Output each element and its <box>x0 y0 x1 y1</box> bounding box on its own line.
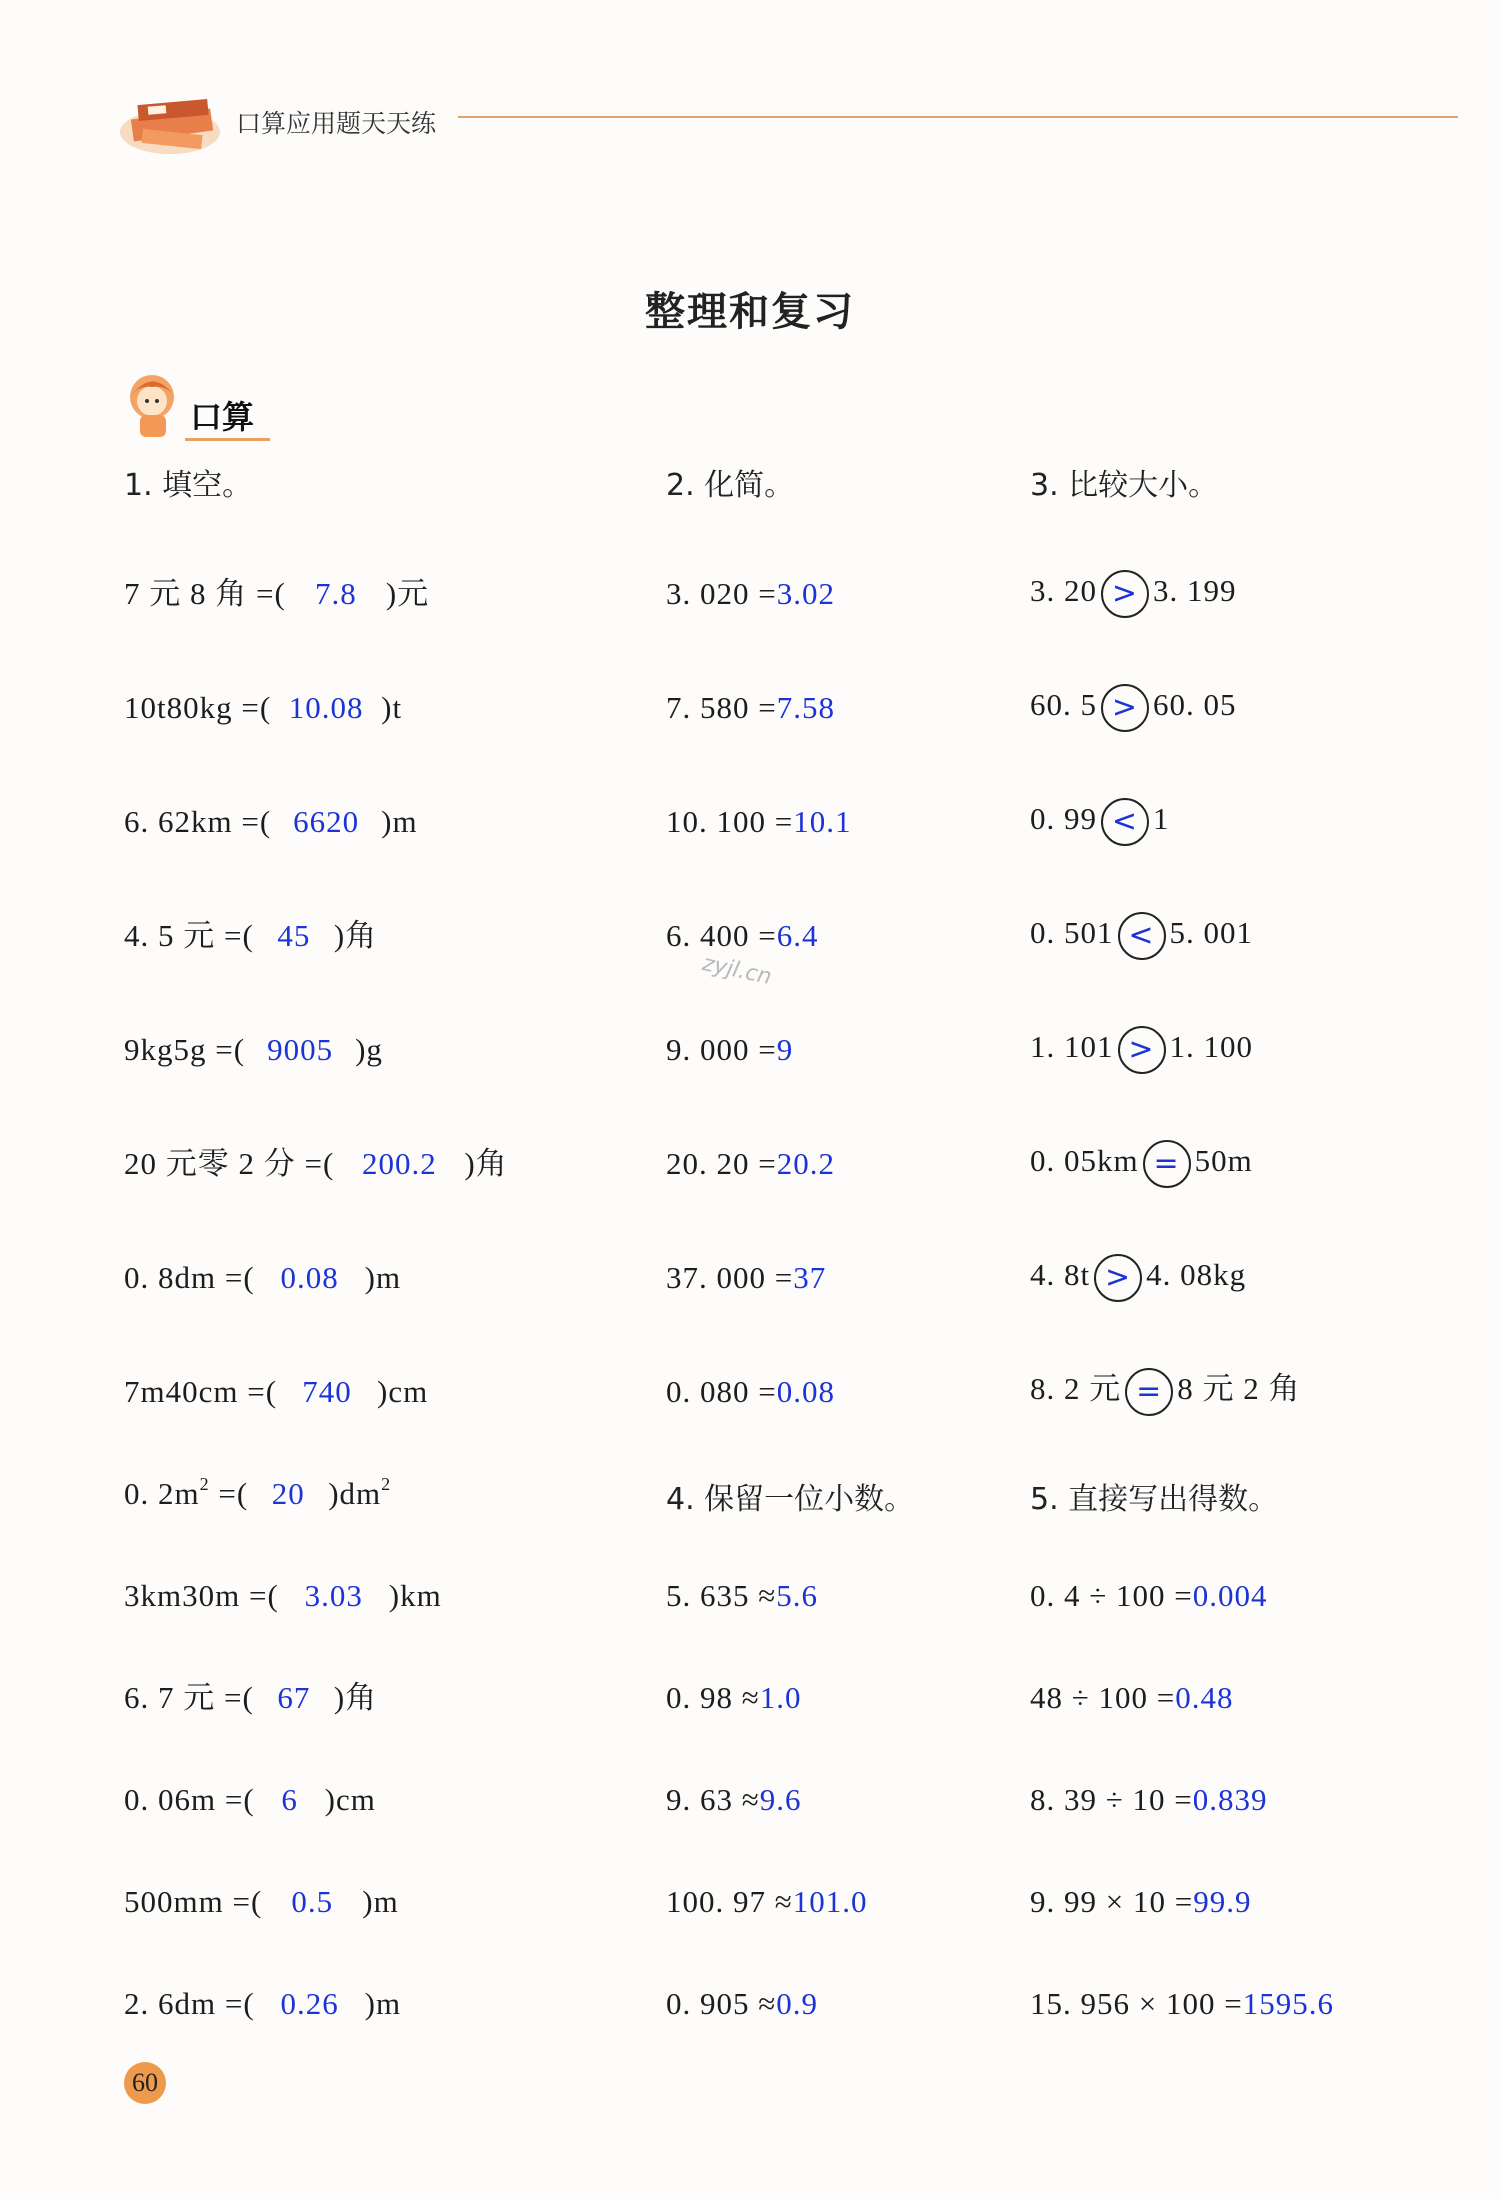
q1-row <box>124 1144 508 1184</box>
header-rule <box>458 116 1458 118</box>
q3-heading: 3. 比较大小。 <box>1030 468 1219 503</box>
q5-heading: 5. 直接写出得数。 <box>1030 1482 1279 1517</box>
q2-expression: 10. 100 = <box>666 804 794 839</box>
q5-expression: 15. 956 × 100 = <box>1030 1986 1243 2021</box>
q1-answer: 3.03 <box>304 1578 363 1613</box>
q5-answer: 0.004 <box>1192 1578 1268 1613</box>
q3-right: 3. 199 <box>1153 573 1237 609</box>
q1-unit: )m <box>381 804 418 839</box>
q3-right: 1. 100 <box>1169 1029 1253 1065</box>
q4-expression: 0. 98 ≈ <box>666 1680 760 1715</box>
q2-answer: 37 <box>793 1260 827 1295</box>
q1-expression: 0. 2m <box>124 1476 200 1511</box>
q1-unit: )元 <box>385 576 430 611</box>
q1-superscript: 2 <box>199 1474 210 1494</box>
page-header <box>118 92 1468 162</box>
q1-unit: )m <box>362 1884 399 1919</box>
q3-row <box>1030 912 1253 960</box>
q4-row <box>666 1882 868 1922</box>
q2-row <box>666 1372 835 1412</box>
q2-row <box>666 802 851 842</box>
q4-row <box>666 1576 818 1616</box>
q3-row <box>1030 1140 1253 1188</box>
q5-expression: 0. 4 ÷ 100 = <box>1030 1578 1193 1613</box>
q2-answer: 6.4 <box>776 918 819 953</box>
q3-left: 60. 5 <box>1030 687 1097 723</box>
q3-right: 1 <box>1153 801 1170 837</box>
q5-row <box>1030 1780 1268 1820</box>
q2-row <box>666 916 818 956</box>
q3-left: 1. 101 <box>1030 1029 1114 1065</box>
q1-answer: 0.08 <box>280 1260 339 1295</box>
q1-row <box>124 802 418 842</box>
q1-row <box>124 1030 383 1070</box>
q4-expression: 0. 905 ≈ <box>666 1986 777 2021</box>
q2-expression: 6. 400 = <box>666 918 777 953</box>
q2-expression: 0. 080 = <box>666 1374 777 1409</box>
q3-left: 0. 05km <box>1030 1143 1139 1179</box>
q4-expression: 5. 635 ≈ <box>666 1578 777 1613</box>
q4-row <box>666 1984 818 2024</box>
q1-expression: 3km30m =( <box>124 1578 279 1613</box>
q2-row <box>666 1144 835 1184</box>
q2-answer: 20.2 <box>776 1146 835 1181</box>
q1-expression: 9kg5g =( <box>124 1032 246 1067</box>
q1-row <box>124 1474 391 1514</box>
q4-answer: 1.0 <box>759 1680 802 1715</box>
q1-expression: 500mm =( <box>124 1884 263 1919</box>
q1-superscript: 2 <box>381 1474 392 1494</box>
q3-right: 4. 08kg <box>1146 1257 1247 1293</box>
q1-expression: 10t80kg =( <box>124 690 272 725</box>
q5-row <box>1030 1678 1234 1718</box>
q3-right: 8 元 2 角 <box>1177 1371 1301 1407</box>
q1-row <box>124 574 429 614</box>
q1-unit: )g <box>355 1032 383 1067</box>
q3-left: 0. 99 <box>1030 801 1097 837</box>
q3-right: 60. 05 <box>1153 687 1237 723</box>
q1-answer: 0.26 <box>280 1986 339 2021</box>
q3-left: 4. 8t <box>1030 1257 1091 1293</box>
q1-unit: )m <box>364 1986 402 2021</box>
q3-right: 50m <box>1194 1143 1253 1179</box>
q3-row <box>1030 798 1170 846</box>
q1-unit: )角 <box>333 1680 378 1715</box>
q1-expression: 4. 5 元 =( <box>124 918 254 953</box>
q4-row <box>666 1678 802 1718</box>
q4-expression: 9. 63 ≈ <box>666 1782 760 1817</box>
q3-right: 5. 001 <box>1169 915 1253 951</box>
q1-answer: 7.8 <box>314 576 357 611</box>
compare-circle: < <box>1101 798 1149 846</box>
q4-heading: 4. 保留一位小数。 <box>666 1482 915 1517</box>
q1-heading: 1. 填空。 <box>124 468 253 503</box>
q2-answer: 7.58 <box>776 690 835 725</box>
q3-row <box>1030 1026 1253 1074</box>
q5-answer: 0.839 <box>1192 1782 1268 1817</box>
q1-answer: 740 <box>302 1374 352 1409</box>
q1-expression: 7m40cm =( <box>124 1374 278 1409</box>
q1-unit: )cm <box>377 1374 429 1409</box>
q1-expression: 6. 7 元 =( <box>124 1680 254 1715</box>
q5-expression: 9. 99 × 10 = <box>1030 1884 1194 1919</box>
q2-expression: 37. 000 = <box>666 1260 794 1295</box>
q3-row <box>1030 1368 1301 1416</box>
q2-row <box>666 688 835 728</box>
q2-answer: 10.1 <box>793 804 852 839</box>
q2-row <box>666 574 835 614</box>
compare-circle: = <box>1125 1368 1173 1416</box>
compare-circle: > <box>1118 1026 1166 1074</box>
q5-row <box>1030 1576 1268 1616</box>
q1-row <box>124 688 402 728</box>
q1-answer: 6620 <box>293 804 360 839</box>
q2-expression: 9. 000 = <box>666 1032 777 1067</box>
q1-answer: 45 <box>277 918 311 953</box>
q1-unit: )t <box>381 690 403 725</box>
watermark: zyjl.cn <box>700 951 774 990</box>
q1-expression: 0. 06m =( <box>124 1782 255 1817</box>
q1-unit: )km <box>388 1578 442 1613</box>
q3-left: 8. 2 元 <box>1030 1371 1122 1407</box>
q4-answer: 101.0 <box>792 1884 868 1919</box>
q3-left: 3. 20 <box>1030 573 1097 609</box>
q1-answer: 6 <box>281 1782 298 1817</box>
compare-circle: < <box>1118 912 1166 960</box>
q1-unit: )m <box>364 1260 402 1295</box>
q1-row <box>124 1678 377 1718</box>
q1-expression: =( <box>209 1476 249 1511</box>
q1-unit: )cm <box>324 1782 376 1817</box>
section-underline <box>185 438 270 441</box>
q1-expression: 20 元零 2 分 =( <box>124 1146 335 1181</box>
q1-unit: )角 <box>464 1146 508 1181</box>
q1-unit: )角 <box>333 918 378 953</box>
q1-row <box>124 1258 401 1298</box>
q2-heading: 2. 化简。 <box>666 468 795 503</box>
q2-row <box>666 1030 793 1070</box>
q1-answer: 200.2 <box>361 1146 437 1181</box>
compare-circle: > <box>1101 570 1149 618</box>
q1-answer: 20 <box>271 1476 305 1511</box>
q1-row <box>124 1882 399 1922</box>
q1-unit: )dm <box>328 1476 382 1511</box>
q5-row <box>1030 1882 1251 1922</box>
q2-expression: 7. 580 = <box>666 690 777 725</box>
q2-expression: 20. 20 = <box>666 1146 777 1181</box>
q4-row <box>666 1780 802 1820</box>
q2-answer: 0.08 <box>776 1374 835 1409</box>
q5-expression: 48 ÷ 100 = <box>1030 1680 1176 1715</box>
section-label: 口算 <box>190 398 255 436</box>
q4-answer: 0.9 <box>776 1986 819 2021</box>
q4-expression: 100. 97 ≈ <box>666 1884 793 1919</box>
q3-row <box>1030 570 1237 618</box>
page-number: 60 <box>124 2062 166 2104</box>
q4-answer: 5.6 <box>776 1578 819 1613</box>
q1-row <box>124 1576 442 1616</box>
q5-answer: 99.9 <box>1193 1884 1252 1919</box>
q2-row <box>666 1258 826 1298</box>
q1-answer: 0.5 <box>291 1884 334 1919</box>
compare-circle: = <box>1143 1140 1191 1188</box>
q3-row <box>1030 1254 1246 1302</box>
q1-answer: 67 <box>277 1680 311 1715</box>
q2-expression: 3. 020 = <box>666 576 777 611</box>
q5-answer: 0.48 <box>1175 1680 1234 1715</box>
q1-row <box>124 1372 428 1412</box>
q1-expression: 2. 6dm =( <box>124 1986 255 2021</box>
q1-expression: 6. 62km =( <box>124 804 272 839</box>
q1-answer: 9005 <box>267 1032 334 1067</box>
q2-answer: 3.02 <box>776 576 835 611</box>
q4-answer: 9.6 <box>759 1782 802 1817</box>
q3-left: 0. 501 <box>1030 915 1114 951</box>
q1-expression: 0. 8dm =( <box>124 1260 255 1295</box>
q1-answer: 10.08 <box>288 690 364 725</box>
q3-row <box>1030 684 1237 732</box>
q5-row <box>1030 1984 1334 2024</box>
book-stack-logo <box>118 92 226 158</box>
compare-circle: > <box>1101 684 1149 732</box>
q1-row <box>124 916 377 956</box>
page-title: 整理和复习 <box>645 289 855 335</box>
header-title: 口算应用题天天练 <box>236 109 437 138</box>
q5-answer: 1595.6 <box>1242 1986 1334 2021</box>
q2-answer: 9 <box>776 1032 794 1067</box>
q5-expression: 8. 39 ÷ 10 = <box>1030 1782 1193 1817</box>
compare-circle: > <box>1094 1254 1142 1302</box>
q1-row <box>124 1984 401 2024</box>
q1-row <box>124 1780 376 1820</box>
q1-expression: 7 元 8 角 =( <box>124 576 286 611</box>
